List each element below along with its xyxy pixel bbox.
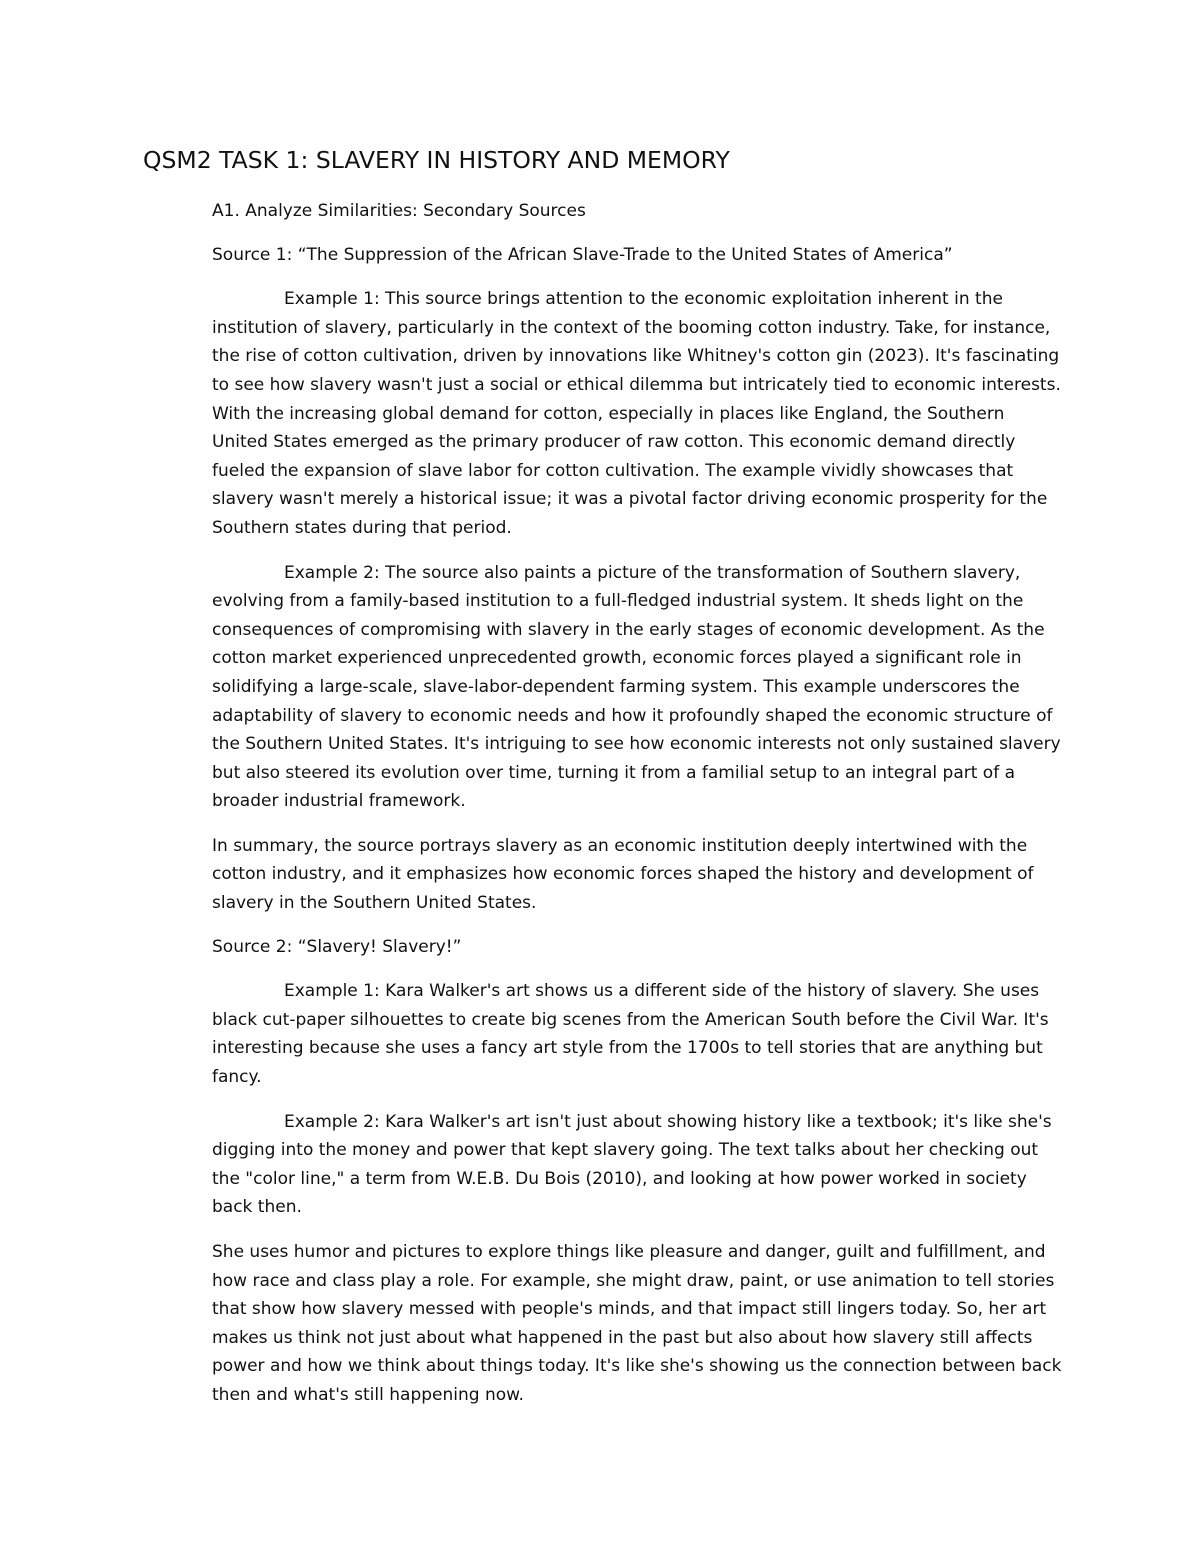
- document-body: [212, 197, 1062, 1410]
- source-2-closing: She uses humor and pictures to explore things like pleasure and danger, guilt and fulfillment, and how race and class play a role. For example, she might draw, paint, or use animation to tell stories that show how slavery messed with people's minds, and that impact still lingers today. So, her art makes us think not just about what happened in the past but also about how slavery still affects power and how we think about things today. It's like she's showing us the connection between back then and what's still happening now.: [212, 1242, 1062, 1405]
- source-1-example-2: Example 2: The source also paints a picture of the transformation of Southern slavery, evolving from a family-based institution to a full-fledged industrial system. It sheds light on the consequences of compromising with slavery in the early stages of economic development. As the cotton market experienced unprecedented growth, economic forces played a significant role in solidifying a large-scale, slave-labor-dependent farming system. This example underscores the adaptability of slavery to economic needs and how it profoundly shaped the economic structure of the Southern United States. It's intriguing to see how economic interests not only sustained slavery but also steered its evolution over time, turning it from a familial setup to an integral part of a broader industrial framework.: [212, 562, 1061, 812]
- source-1-example-1: Example 1: This source brings attention to the economic exploitation inherent in the institution of slavery, particularly in the context of the booming cotton industry. Take, for instance, the rise of cotton cultivation, driven by innovations like Whitney's cotton gin (2023). It's fascinating to see how slavery wasn't just a social or ethical dilemma but intricately tied to economic interests. With the increasing global demand for cotton, especially in places like England, the Southern United States emerged as the primary producer of raw cotton. This economic demand directly fueled the expansion of slave labor for cotton cultivation. The example vividly showcases that slavery wasn't merely a historical issue; it was a pivotal factor driving economic prosperity for the Southern states during that period.: [212, 289, 1061, 538]
- document-title: QSM2 TASK 1: SLAVERY IN HISTORY AND MEMORY: [143, 146, 730, 174]
- source-1-label: Source 1: “The Suppression of the African Slave-Trade to the United States of America”: [212, 244, 953, 265]
- source-2-example-1: Example 1: Kara Walker's art shows us a different side of the history of slavery. She uses black cut-paper silhouettes to create big scenes from the American South before the Civil War. It's interesting because she uses a fancy art style from the 1700s to tell stories that are anything but fancy.: [212, 981, 1049, 1088]
- source-2-label: Source 2: “Slavery! Slavery!”: [212, 936, 462, 957]
- section-heading: A1. Analyze Similarities: Secondary Sources: [212, 201, 586, 221]
- source-2-example-2: Example 2: Kara Walker's art isn't just about showing history like a textbook; it's like she's digging into the money and power that kept slavery going. The text talks about her checking out the "color line," a term from W.E.B. Du Bois (2010), and looking at how power worked in society back then.: [212, 1111, 1052, 1218]
- source-1-summary: In summary, the source portrays slavery as an economic institution deeply intertwined with the cotton industry, and it emphasizes how economic forces shaped the history and development of slavery in the Southern United States.: [212, 835, 1034, 914]
